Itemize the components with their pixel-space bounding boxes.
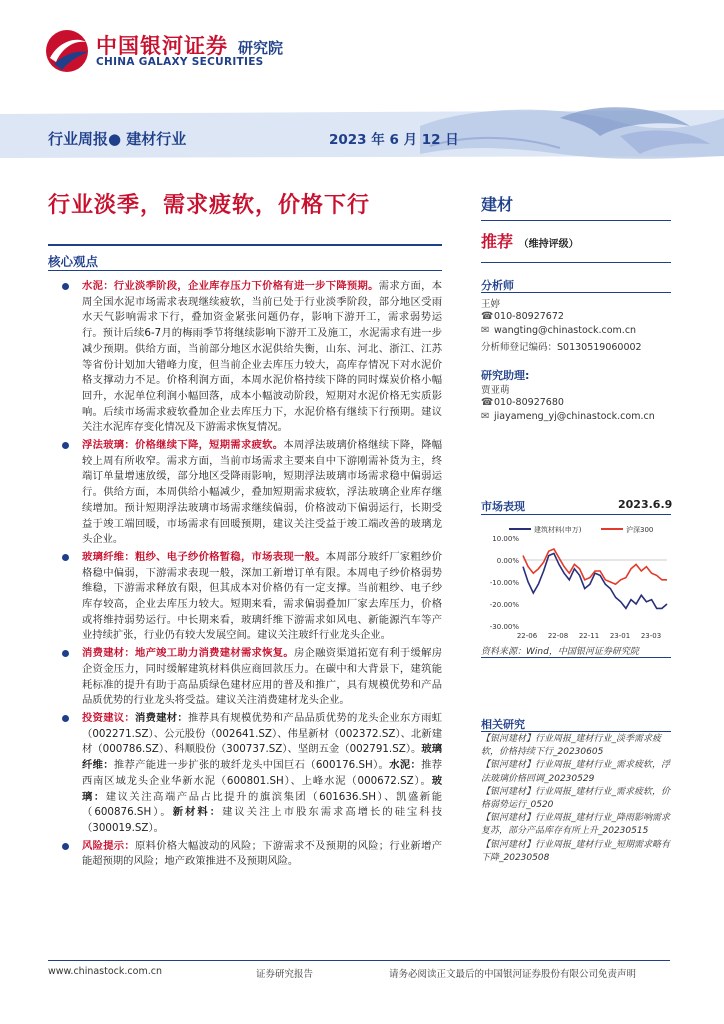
- industry-divider: [481, 220, 671, 221]
- rating-divider: [481, 262, 671, 263]
- logo-institute: 研究院: [238, 39, 284, 57]
- assistant-name: 贾亚萌: [481, 385, 510, 396]
- x-tick-label: 23-01: [609, 632, 631, 640]
- x-tick-label: 22-08: [547, 632, 569, 640]
- assistant-phone: 010-80927680: [494, 397, 564, 408]
- bullet-body: 本周浮法玻璃价格继续下降，降幅较上周有所收窄。需求方面，当前市场需求主要来自中下游刚需补货为主，终端订单量增速放缓，部分地区受降雨影响，短期浮法玻璃市场需求稳中偏弱运行。供给方面，本周供给小幅减少，叠加短期需求疲软，浮法玻璃企业库存继续增加。预计短期浮法玻璃市场需求继续偏弱，价格波动下偏弱运行，长期受益于竣工端回暖，市场需求有回暖预期，建议关注受益于竣工端改善的玻璃龙头企业。: [82, 439, 442, 546]
- related-heading: 相关研究: [481, 718, 525, 731]
- x-tick-label: 22-11: [578, 632, 600, 640]
- phone-icon: ☎: [481, 397, 494, 408]
- analyst-email[interactable]: wangting@chinastock.com.cn: [494, 325, 637, 336]
- legend-label: 建筑材料(申万): [534, 526, 582, 534]
- logo-company-name: 中国银河证券: [96, 34, 228, 58]
- analyst-divider: [481, 292, 671, 293]
- y-tick-label: 10.00%: [492, 535, 519, 543]
- bullet-lead: 浮法玻璃：价格继续下降，短期需求疲软。: [82, 439, 284, 452]
- advice-sector-label: 水泥：: [389, 759, 422, 772]
- advice-body: [82, 712, 442, 834]
- report-type-label: 行业周报● 建材行业: [48, 130, 187, 148]
- legend-label: 沪深300: [626, 526, 654, 534]
- market-date: 2023.6.9: [618, 498, 673, 511]
- x-tick-label: 23-03: [640, 632, 662, 640]
- bullet-dot: [62, 283, 69, 290]
- bullet-dot: [62, 650, 69, 657]
- bullet-risk: [48, 839, 442, 870]
- analyst-email-row: [481, 325, 636, 336]
- advice-text: 建议关注上市股东需求高增长的硅宝科技（300019.SZ）。: [82, 806, 443, 834]
- bullet-body: 原料价格大幅波动的风险；下游需求不及预期的风险；行业新增产能超预期的风险；地产政策推进不及预期风险。: [82, 839, 443, 868]
- bullet-lead: 投资建议：: [82, 711, 135, 724]
- footer-center: 证券研究报告: [256, 969, 314, 980]
- rating: [481, 229, 579, 252]
- advice-sector-label: 玻璃：: [82, 774, 442, 803]
- bullet-dot: [62, 554, 69, 561]
- advice-text: 推荐西南区域龙头企业华新水泥（600801.SH）、上峰水泥（000672.SZ）。: [82, 759, 443, 787]
- bullet-cement: [48, 279, 442, 436]
- y-tick-label: -10.00%: [489, 579, 519, 587]
- bullet-lead: 玻璃纤维：粗纱、电子纱价格暂稳，市场表现一般。: [82, 550, 326, 563]
- market-heading: 市场表现: [481, 500, 525, 513]
- title-divider: [48, 244, 442, 246]
- footer-disclaimer: 请务必阅读正文最后的中国银河证券股份有限公司免责声明: [389, 969, 637, 980]
- assistant-email-row: [481, 411, 655, 422]
- analyst-name: 王婷: [481, 299, 501, 310]
- chart-bottom-divider: [481, 657, 671, 658]
- analyst-heading: 分析师: [481, 279, 514, 292]
- core-view-list: [48, 279, 442, 870]
- galaxy-logo-icon: [44, 28, 90, 74]
- logo-english-name: CHINA GALAXY SECURITIES: [96, 56, 264, 68]
- mail-icon: ✉: [481, 325, 490, 336]
- bullet-dot: [62, 843, 69, 850]
- bullet-body: 本周部分玻纤厂家粗纱价格稳中偏弱，下游需求表现一般，深加工新增订单有限。本周电子纱价格弱势维稳，下游需求释放有限，但其成本对价格仍有一定支撑。当前粗纱、电子纱库存较高，企业去库压力较大。短期来看，需求偏弱叠加厂家去库压力，价格或将维持弱势运行。中长期来看，玻璃纤维下游需求如风电、新能源汽车等产业持续扩张，行业仍有较大发展空间。建议关注玻纤行业龙头企业。: [82, 550, 443, 642]
- bullet-consumer-building-materials: [48, 646, 442, 709]
- analyst-cert: 分析师登记编码：S0130519060002: [481, 342, 642, 353]
- industry-label: 建材: [481, 195, 514, 214]
- advice-sector-label: 玻璃纤维：: [82, 743, 442, 772]
- mail-icon: ✉: [481, 411, 490, 422]
- advice-text: 推荐具有规模优势和产品品质优势的龙头企业东方雨虹（002271.SZ）、公元股份（002641.SZ）、伟星新材（002372.SZ）、北新建材（000786.SZ）、科顺股份（300737.SZ）、坚朗五金（002791.SZ）。: [82, 711, 443, 756]
- advice-sector-label: 消费建材：: [135, 711, 188, 724]
- bullet-glass-fiber: [48, 550, 442, 644]
- footer-divider: [48, 960, 670, 961]
- rating-value: 推荐: [481, 232, 514, 251]
- bullet-body: 需求方面，本周全国水泥市场需求表现继续疲软，当前已处于行业淡季阶段，部分地区受雨水天气影响需求下行，叠加资金紧张问题仍存，影响下游开工，需求弱势运行。预计后续6-7月的梅雨季节将继续影响下游开工及施工，水泥需求有进一步减少预期。供给方面，当前部分地区水泥供给失衡，山东、河北、浙江、江苏等省份计划加大错峰力度，但当前企业去库压力较大，高库存情况下对水泥价格支撑动力不足。价格利润方面，本周水泥价格持续下降的同时煤炭价格小幅回升，水泥单位利润小幅回落，成本小幅波动阶段，短期对水泥价格无实质影响。后续市场需求疲软叠加企业去库压力下，水泥价格有继续下行预期。建议关注水泥库存变化情况及下游需求恢复情况。: [82, 280, 443, 434]
- bullet-body: 房企融资渠道拓宽有利于缓解房企资金压力，同时缓解建筑材料供应商回款压力。在碳中和大背景下，建筑能耗标准的提升有助于高品质绿色建材应用的普及和推广，具有规模优势和产品品质优势的行业龙头将受益。建议关注消费建材龙头企业。: [82, 647, 443, 707]
- x-tick-label: 22-06: [516, 632, 538, 640]
- market-performance-chart: [481, 522, 671, 640]
- analyst-phone: 010-80927672: [494, 311, 564, 322]
- related-item[interactable]: 【银河建材】行业周报_建材行业_降雨影响需求复苏，部分产品库存有所上升_20230515: [481, 813, 671, 837]
- report-title: 行业淡季，需求疲软，价格下行: [48, 193, 371, 218]
- core-divider: [48, 270, 442, 271]
- bullet-lead: 水泥：行业淡季阶段，企业库存压力下价格有进一步下降预期。: [82, 280, 379, 292]
- y-tick-label: -20.00%: [489, 601, 519, 609]
- bullet-investment-advice: [48, 711, 442, 837]
- bullet-float-glass: [48, 438, 442, 548]
- chart-source: 资料来源：Wind，中国银河证券研究院: [481, 647, 639, 657]
- related-divider: [481, 731, 671, 732]
- y-tick-label: 0.00%: [496, 557, 519, 565]
- bullet-lead: 风险提示：: [82, 839, 135, 852]
- related-item[interactable]: 【银河建材】行业周报_建材行业_需求疲软，价格弱势运行_0520: [481, 786, 671, 811]
- bullet-lead: 消费建材：地产竣工助力消费建材需求恢复。: [82, 647, 294, 660]
- analyst-phone-row: [481, 311, 564, 322]
- footer-url[interactable]: www.chinastock.com.cn: [48, 966, 162, 977]
- phone-icon: ☎: [481, 311, 494, 322]
- bullet-dot: [62, 715, 69, 722]
- core-view-heading: 核心观点: [48, 254, 99, 269]
- advice-text: 推荐产能进一步扩张的玻纤龙头中国巨石（600176.SH）。: [113, 759, 390, 772]
- related-list: [481, 733, 677, 865]
- advice-text: 建议关注高端产品占比提升的旗滨集团（601636.SH）、凯盛新能（600876.SH）。: [82, 790, 442, 819]
- related-item[interactable]: 【银河建材】行业周报_建材行业_淡季需求疲软，价格持续下行_20230605: [481, 734, 662, 758]
- related-item[interactable]: 【银河建材】行业周报_建材行业_需求疲软，浮法玻璃价格回调_20230529: [481, 760, 671, 784]
- advice-sector-label: 新材料：: [172, 806, 223, 819]
- market-divider: [481, 514, 671, 515]
- related-item[interactable]: 【银河建材】行业周报_建材行业_短期需求略有下降_20230508: [481, 839, 671, 863]
- y-tick-label: -30.00%: [489, 623, 519, 631]
- bullet-dot: [62, 442, 69, 449]
- assistant-email[interactable]: jiayameng_yj@chinastock.com.cn: [494, 411, 655, 422]
- assistant-heading: 研究助理:: [481, 369, 530, 382]
- report-date: 2023 年 6 月 12 日: [329, 132, 459, 148]
- rating-note: （维持评级）: [518, 239, 579, 250]
- assistant-phone-row: [481, 397, 564, 408]
